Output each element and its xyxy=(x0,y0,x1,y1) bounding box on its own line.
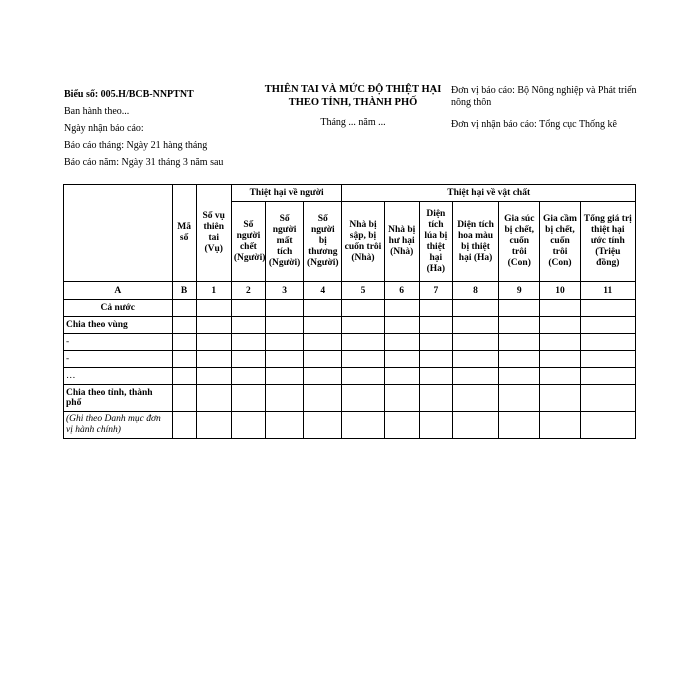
col-injured-header: Số người bị thương (Người) xyxy=(304,202,342,282)
col-total-header: Tổng giá trị thiệt hại ước tính (Triệu đồng) xyxy=(580,202,635,282)
row-label-by-region: Chia theo vùng xyxy=(64,317,173,334)
issued-by: Ban hành theo... xyxy=(64,106,130,117)
monthly-deadline: Báo cáo tháng: Ngày 21 hàng tháng xyxy=(64,140,208,151)
col-collapsed-header: Nhà bị sập, bị cuốn trôi (Nhà) xyxy=(342,202,384,282)
col-poultry-header: Gia cầm bị chết, cuốn trôi (Con) xyxy=(540,202,580,282)
index-cell: 11 xyxy=(580,282,635,300)
index-cell: 4 xyxy=(304,282,342,300)
index-cell: 2 xyxy=(231,282,265,300)
table-row xyxy=(64,412,636,439)
table-row xyxy=(64,300,636,317)
col-dead-header: Số người chết (Người) xyxy=(231,202,265,282)
damage-table xyxy=(63,184,636,439)
index-cell: 9 xyxy=(499,282,540,300)
col-cattle-header: Gia súc bị chết, cuốn trôi (Con) xyxy=(499,202,540,282)
index-cell: 6 xyxy=(384,282,419,300)
index-row xyxy=(64,282,636,300)
row-label-dash: - xyxy=(64,351,173,368)
table-row xyxy=(64,385,636,412)
row-label-nation: Cả nước xyxy=(64,300,173,317)
index-cell: 7 xyxy=(419,282,452,300)
col-crops-header: Diện tích hoa màu bị thiệt hại (Ha) xyxy=(452,202,498,282)
index-cell: 8 xyxy=(452,282,498,300)
col-code-header: Mã số xyxy=(172,185,196,282)
reporting-unit: Đơn vị báo cáo: Bộ Nông nghiệp và Phát triển nông thôn xyxy=(451,85,637,108)
index-cell: 5 xyxy=(342,282,384,300)
index-cell: B xyxy=(172,282,196,300)
index-cell: 10 xyxy=(540,282,580,300)
index-cell: 3 xyxy=(266,282,304,300)
received-date: Ngày nhận báo cáo: xyxy=(64,123,144,134)
header-center xyxy=(252,84,454,130)
table-row xyxy=(64,317,636,334)
header-left xyxy=(64,86,254,171)
header-right xyxy=(451,85,651,131)
index-cell: 1 xyxy=(196,282,231,300)
row-label-ellipsis: … xyxy=(64,368,173,385)
table-row xyxy=(64,334,636,351)
table-row xyxy=(64,351,636,368)
yearly-deadline: Báo cáo năm: Ngày 31 tháng 3 năm sau xyxy=(64,157,224,168)
document-title: THIÊN TAI VÀ MỨC ĐỘ THIỆT HẠI THEO TỈNH, THÀNH PHỐ xyxy=(264,84,442,108)
col-missing-header: Số người mất tích (Người) xyxy=(266,202,304,282)
col-damaged-header: Nhà bị hư hại (Nhà) xyxy=(384,202,419,282)
row-label-note: (Ghi theo Danh mục đơn vị hành chính) xyxy=(64,412,173,439)
row-label-dash: - xyxy=(64,334,173,351)
col-events-header: Số vụ thiên tai (Vụ) xyxy=(196,185,231,282)
row-label-by-province: Chia theo tỉnh, thành phố xyxy=(64,385,173,412)
group-human-header: Thiệt hại về người xyxy=(231,185,342,202)
group-material-header: Thiệt hại về vật chất xyxy=(342,185,636,202)
report-period: Tháng ... năm ... xyxy=(320,117,386,128)
table-row xyxy=(64,368,636,385)
col-rice-header: Diện tích lúa bị thiệt hại (Ha) xyxy=(419,202,452,282)
corner-cell xyxy=(64,185,173,282)
receiving-unit: Đơn vị nhận báo cáo: Tổng cục Thống kê xyxy=(451,119,617,130)
form-code: Biểu số: 005.H/BCB-NNPTNT xyxy=(64,89,194,100)
index-cell: A xyxy=(64,282,173,300)
